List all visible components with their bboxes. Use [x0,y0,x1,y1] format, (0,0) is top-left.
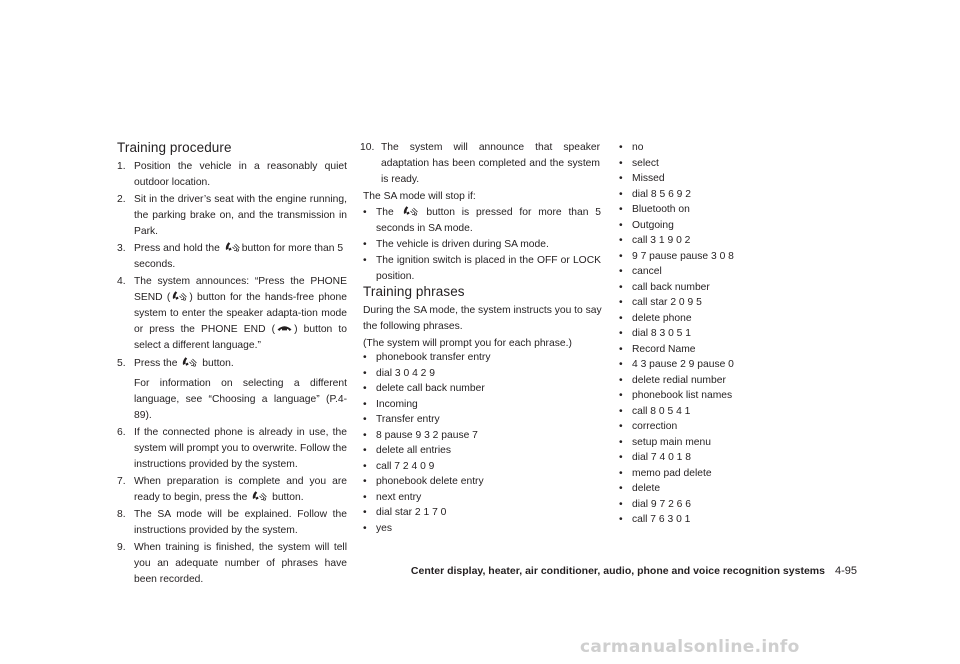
step-2 [117,192,347,240]
phrase-text: 9 7 pause pause 3 0 8 [632,250,734,262]
phone-send-icon [181,356,198,367]
step-text-part: The system announces: “Press the PHONE SEND ( [134,276,347,303]
stop-intro: The SA mode will stop if: [363,191,476,202]
step-number: 10. [360,142,375,153]
phrase-text: Incoming [376,398,418,410]
phrase-text: dial 9 7 2 6 6 [632,498,691,510]
bullet: • [363,476,367,487]
bullet: • [619,467,623,479]
step-number: 1. [117,161,126,172]
phrase-text: select [632,157,659,169]
step-text-part: button. [272,492,304,503]
step-number: 9. [117,542,126,553]
step-6 [117,425,347,473]
bullet: • [363,239,367,250]
step-number: 2. [117,194,126,205]
phrase-text: next entry [376,491,422,503]
phrase-text: call 8 0 5 4 1 [632,405,691,417]
phrases-intro: During the SA mode, the system instructs you to say the following phrases. [363,305,602,332]
phrase-text: delete phone [632,312,692,324]
bullet: • [363,522,367,534]
phrase-text: delete all entries [376,445,451,456]
step-text: Position the vehicle in a reasonably quiet outdoor location. [134,161,347,188]
phrase-text: phonebook delete entry [376,476,484,487]
step-text-part: Press and hold the [134,243,220,254]
bullet: • [619,390,623,401]
phrase-text: Missed [632,173,665,184]
bullet: • [619,421,623,432]
step-text: If the connected phone is already in use, the system will prompt you to overwrite. Follow the instructions provided by the system. [134,427,347,470]
bullet: • [619,452,623,463]
phone-send-icon [171,290,188,301]
bullet: • [619,188,623,200]
step-5 [117,356,347,424]
bullet: • [619,266,623,277]
step-number: 8. [117,509,126,520]
step-number: 3. [117,243,126,254]
phrase-text: 8 pause 9 3 2 pause 7 [376,429,478,441]
bullet: • [619,436,623,448]
step-text-part: ) button for the hands-free phone system to enter the speaker adapta-tion mode or press the PHONE END ( [134,292,347,335]
bullet: • [619,328,623,339]
bullet: • [363,460,367,472]
step-text: The system will announce that speaker adaptation has been completed and the system is ready. [381,142,600,185]
section-title-training-phrases: Training phrases [363,284,465,299]
phrase-text: setup main menu [632,436,711,448]
step-7 [117,474,347,506]
bullet: • [619,297,623,308]
phrase-text: dial 3 0 4 2 9 [376,367,435,379]
phrase-text: memo pad delete [632,467,712,479]
step-text: The SA mode will be explained. Follow the instructions provided by the system. [134,509,347,536]
stop-item-part: button is pressed for more than 5 seconds in SA mode. [376,207,601,234]
phone-send-icon [251,490,268,501]
step-number: 6. [117,427,126,438]
step-9 [117,540,347,588]
bullet: • [619,312,623,324]
phrase-text: dial 7 4 0 1 8 [632,452,691,463]
stop-item-part: The [376,207,394,218]
phone-send-icon [224,241,241,252]
stop-item-text: The ignition switch is placed in the OFF or LOCK position. [376,255,601,282]
step-8 [117,507,347,539]
phrase-text: phonebook transfer entry [376,352,491,363]
bullet: • [619,281,623,293]
bullet: • [363,367,367,379]
bullet: • [363,255,367,266]
step-text [117,356,347,372]
phrase-text: call star 2 0 9 5 [632,297,702,308]
page-footer [411,565,857,577]
step-text-part: When preparation is complete and you are ready to begin, press the [134,476,347,503]
stop-item-text [363,205,601,237]
bullet: • [363,414,367,425]
bullet: • [363,383,367,394]
bullet: • [619,219,623,231]
phrase-text: yes [376,522,393,534]
bullet: • [363,507,367,518]
bullet: • [363,398,367,410]
step-text-part: button. [202,358,234,369]
phrase-text: Record Name [632,343,696,355]
step-4 [117,274,347,354]
phrase-text: 4 3 pause 2 9 pause 0 [632,359,734,370]
phone-send-icon [402,205,419,216]
stop-item-text: The vehicle is driven during SA mode. [376,239,549,250]
bullet: • [363,352,367,363]
phrase-text: call 3 1 9 0 2 [632,235,691,246]
bullet: • [363,429,367,441]
step-text-part: ) button to select a different language.” [134,324,347,351]
bullet: • [619,498,623,510]
step-text-part: button for more than 5 seconds. [134,243,344,270]
phrase-text: call 7 2 4 0 9 [376,460,435,472]
bullet: • [363,207,367,218]
bullet: • [619,374,623,386]
step-number: 7. [117,476,126,487]
stop-item [363,253,601,285]
phrase-text: no [632,142,644,153]
bullet: • [363,445,367,456]
phrase-text: delete call back number [376,383,485,394]
bullet: • [619,235,623,246]
stop-item [363,205,601,237]
step-number: 5. [117,358,126,369]
step-1 [117,159,347,191]
bullet: • [619,483,623,494]
section-title-training-procedure: Training procedure [117,140,232,155]
phrase-text: delete [632,483,661,494]
bullet: • [619,514,623,525]
phrase-text: call back number [632,281,710,293]
bullet: • [619,250,623,262]
step-text [117,241,347,273]
phrase-text: dial 8 5 6 9 2 [632,188,691,200]
bullet: • [363,491,367,503]
step-number: 4. [117,276,126,287]
bullet: • [619,343,623,355]
step-3 [117,241,347,273]
phrase-text: delete redial number [632,374,726,386]
step-text-part: Press the [134,358,178,369]
phrases-note: (The system will prompt you for each phrase.) [363,338,572,349]
footer-section-title: Center display, heater, air conditioner, audio, phone and voice recognition systems [410,565,825,577]
step-text: Sit in the driver’s seat with the engine running, the parking brake on, and the transmission in Park. [134,194,347,237]
page-number: 4-95 [834,565,857,577]
phrase-text: dial star 2 1 7 0 [376,507,447,518]
bullet: • [619,142,623,153]
phrase-text: Transfer entry [376,414,440,425]
watermark: carmanualsonline.info [580,637,800,657]
phone-end-icon [276,322,293,333]
step-10 [360,140,600,188]
bullet: • [619,204,623,215]
phrase-text: Bluetooth on [632,204,690,215]
phrase-text: Outgoing [632,219,674,231]
step-subtext: For information on selecting a different language, see “Choosing a language” (P.4-89). [134,378,347,421]
phrase-text: correction [632,421,678,432]
step-text: When training is finished, the system will tell you an adequate number of phrases have been recorded. [134,542,347,585]
bullet: • [619,359,623,370]
bullet: • [619,157,623,169]
stop-item [363,237,601,253]
phrase-text: call 7 6 3 0 1 [632,514,691,525]
phrase-text: dial 8 3 0 5 1 [632,328,691,339]
phrase-text: phonebook list names [632,390,733,401]
bullet: • [619,173,623,184]
step-text [117,474,347,506]
bullet: • [619,405,623,417]
phrase-text: cancel [632,266,662,277]
step-text [117,274,347,354]
